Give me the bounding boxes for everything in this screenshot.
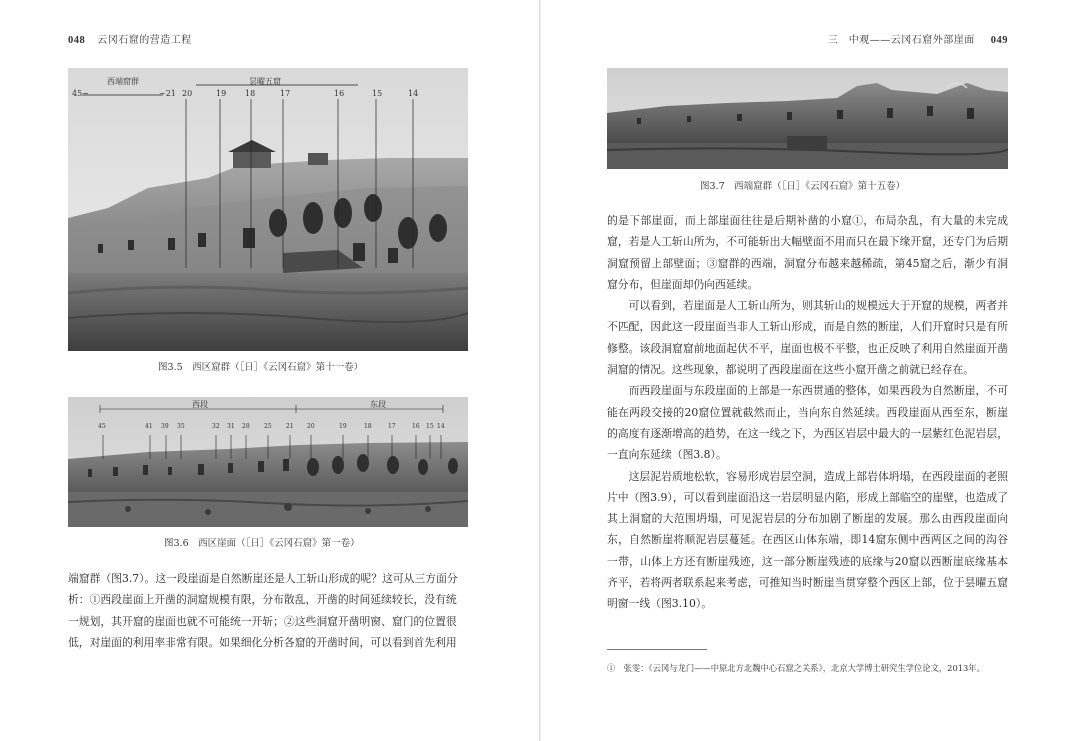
fig36-num-45: 45 bbox=[98, 423, 106, 430]
fig36-label-east: 东段 bbox=[370, 400, 386, 409]
paragraph: 这层泥岩质地松软，容易形成岩层空洞，造成上部岩体坍塌，在西段崖面的老照片中（图3.9），可以看到崖面沿这一岩层明显内陷，形成上部临空的崖壁，也造成了其上洞窟的大范围坍塌，可见泥岩层的分布加剧了断崖的发展。那么由西段崖面向东，自然断崖将顺泥岩层蔓延。在西区山体东端，即14窟东侧中西两区之间的沟谷一带，山体上方还有断崖残迹，这一部分断崖残迹的底缘与20窟以西断崖底缘基本齐平，若将两者联系起来考虑，可推知当时断崖当贯穿整个西区上部，位于昙曜五窟明窗一线（图3.10）。 bbox=[607, 469, 1008, 611]
fig35-num-18: 18 bbox=[245, 89, 256, 98]
paragraph: 而西段崖面与东段崖面的上部是一东西贯通的整体，如果西段为自然断崖，不可能在两段交接的20窟位置就截然而止，当向东自然延续。西段崖面从西至东，断崖的高度有逐渐增高的趋势，在这一线之下，为西区岩层中最大的一层紫红色泥岩层，一直向东延续（图3.8）。 bbox=[607, 384, 1008, 462]
fig35-range-left: 45~ bbox=[72, 89, 89, 98]
fig35-num-17: 17 bbox=[280, 89, 291, 98]
footnote: ① 张雯：《云冈与龙门——中原北方北魏中心石窟之关系》，北京大学博士研究生学位论文，2013年。 bbox=[607, 663, 985, 673]
fig35-range-right: ~21 bbox=[159, 89, 176, 98]
fig36-num-35: 35 bbox=[177, 423, 185, 430]
fig36-num-15: 15 bbox=[426, 423, 434, 430]
figure-3-5-photo bbox=[68, 68, 468, 351]
left-body-text bbox=[68, 568, 468, 653]
right-running-title: 三 中观——云冈石窟外部崖面 bbox=[827, 35, 975, 46]
right-body-text bbox=[607, 210, 1008, 615]
fig36-num-21: 21 bbox=[286, 423, 294, 430]
fig36-num-31: 31 bbox=[227, 423, 235, 430]
fig36-num-28: 28 bbox=[242, 423, 250, 430]
paragraph: 的是下部崖面，而上部崖面往往是后期补凿的小窟①，布局杂乱，有大量的未完成窟，若是人工斩山所为，不可能斩出大幅壁面不用而只在最下缘开窟，还专门为后期洞窟预留上部壁面；③窟群的西端，洞窟分布越来越稀疏，第45窟之后，渐少有洞窟分布，但崖面却仍向西延续。 bbox=[607, 214, 1008, 291]
body-line: 一规划，其开窟的崖面也就不可能统一开斩；②这些洞窟开凿明窗、窟门的位置很 bbox=[68, 614, 457, 628]
body-line: 端窟群（图3.7）。这一段崖面是自然断崖还是人工斩山形成的呢？这可从三方面分 bbox=[68, 572, 458, 585]
fig36-num-41: 41 bbox=[145, 423, 153, 430]
fig36-label-west: 西段 bbox=[192, 400, 208, 409]
footnote-rule bbox=[607, 649, 707, 650]
right-running-head bbox=[828, 31, 1008, 46]
fig36-num-18: 18 bbox=[364, 423, 372, 430]
figure-3-5-caption: 图3.5 西区窟群（［日］《云冈石窟》第十一卷） bbox=[158, 362, 364, 373]
fig36-num-14: 14 bbox=[437, 423, 445, 430]
fig35-label-west-group: 西端窟群 bbox=[107, 77, 139, 86]
fig36-num-17: 17 bbox=[388, 423, 396, 430]
figure-3-6-photo bbox=[68, 397, 468, 527]
right-page-number: 049 bbox=[990, 35, 1008, 46]
fig36-num-32: 32 bbox=[212, 423, 220, 430]
fig36-num-16: 16 bbox=[412, 423, 420, 430]
figure-3-6-caption: 图3.6 西区崖面（［日］《云冈石窟》第一卷） bbox=[164, 538, 360, 549]
fig35-num-14: 14 bbox=[408, 89, 419, 98]
fig35-num-20: 20 bbox=[182, 89, 193, 98]
paragraph: 可以看到，若崖面是人工斩山所为，则其斩山的规模远大于开窟的规模，两者并不匹配，因此这一段崖面当非人工斩山形成，而是自然的断崖，人们开窟时只是有所修整。该段洞窟窟前地面起伏不平，崖面也极不平整，也正反映了利用自然崖面开凿洞窟的情况。这些现象，都说明了西段崖面在这些小窟开凿之前就已经存在。 bbox=[607, 299, 1008, 377]
left-running-head bbox=[68, 31, 192, 46]
fig36-num-25: 25 bbox=[264, 423, 272, 430]
fig35-num-15: 15 bbox=[372, 89, 383, 98]
body-line: 析：①西段崖面上开凿的洞窟规模有限，分布散乱，开凿的时间延续较长，没有统 bbox=[68, 593, 457, 607]
fig36-num-20: 20 bbox=[307, 423, 315, 430]
fig36-num-39: 39 bbox=[161, 423, 169, 430]
fig35-num-19: 19 bbox=[216, 89, 227, 98]
body-line: 低，对崖面的利用率非常有限。如果细化分析各窟的开凿时间，可以看到首先利用 bbox=[68, 635, 457, 649]
figure-3-7-caption: 图3.7 西端窟群（［日］《云冈石窟》第十五卷） bbox=[700, 181, 906, 192]
fig35-num-16: 16 bbox=[334, 89, 345, 98]
figure-3-7-photo bbox=[607, 68, 1008, 169]
left-page-number: 048 bbox=[68, 35, 86, 46]
fig35-label-tanyao: 昙曜五窟 bbox=[249, 77, 281, 86]
fig36-num-19: 19 bbox=[339, 423, 347, 430]
left-running-title: 云冈石窟的营造工程 bbox=[97, 35, 192, 46]
